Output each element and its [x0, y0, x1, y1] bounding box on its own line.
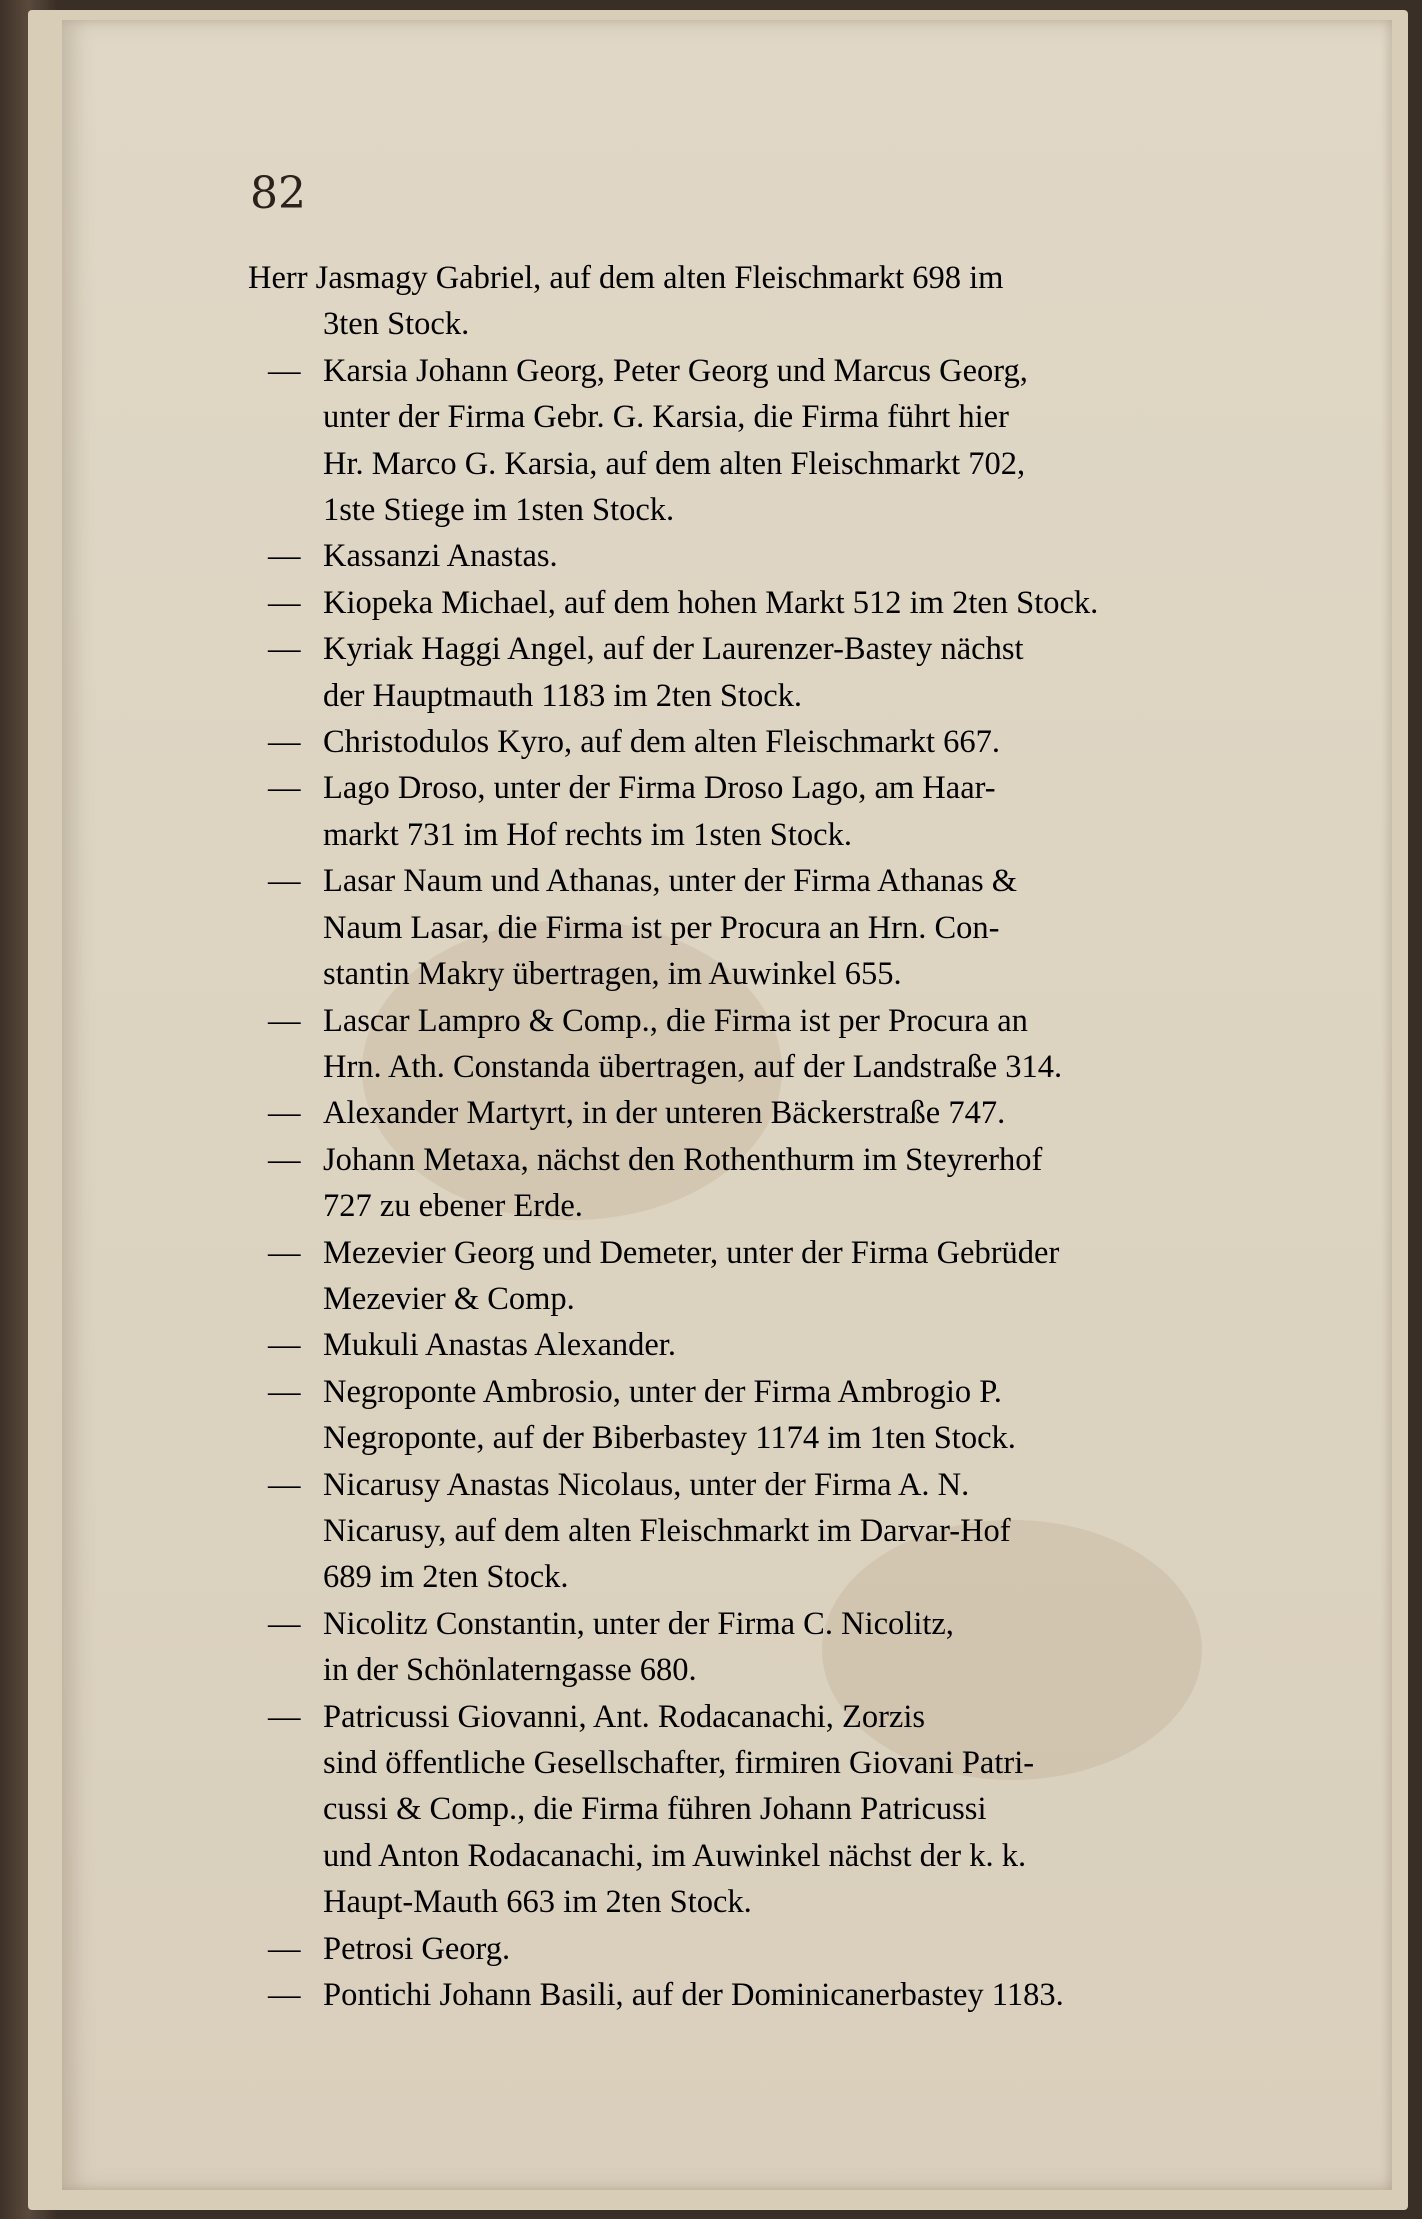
directory-entry [248, 1462, 1278, 1601]
directory-entry [248, 348, 1278, 534]
entry-line: und Anton Rodacanachi, im Auwinkel nächst der k. k. [323, 1837, 1027, 1874]
entry-line: 3ten Stock. [323, 306, 470, 343]
entry-dash: — [268, 538, 301, 575]
entry-line: in der Schönlaterngasse 680. [323, 1652, 697, 1689]
directory-entry [248, 1972, 1278, 2018]
entry-line: Karsia Johann Georg, Peter Georg und Marcus Georg, [323, 352, 1028, 389]
entry-line: Mezevier Georg und Demeter, unter der Firma Gebrüder [323, 1234, 1060, 1271]
entry-dash: — [268, 863, 301, 900]
entry-line: Kiopeka Michael, auf dem hohen Markt 512 im 2ten Stock. [323, 584, 1099, 621]
entry-dash: — [268, 1095, 301, 1132]
directory-entries [248, 255, 1278, 2018]
entry-line: unter der Firma Gebr. G. Karsia, die Firma führt hier [323, 399, 1009, 436]
entry-dash: — [268, 1002, 301, 1039]
entry-line: Alexander Martyrt, in der unteren Bäckerstraße 747. [323, 1095, 1006, 1132]
entry-line: der Hauptmauth 1183 im 2ten Stock. [323, 677, 802, 714]
directory-entry [248, 998, 1278, 1091]
entry-dash: — [268, 1234, 301, 1271]
entry-line: Kassanzi Anastas. [323, 538, 558, 575]
entry-line: stantin Makry übertragen, im Auwinkel 655. [323, 956, 902, 993]
entry-line: sind öffentliche Gesellschafter, firmiren Giovani Patri- [323, 1745, 1035, 1781]
entry-line: Christodulos Kyro, auf dem alten Fleischmarkt 667. [323, 724, 1000, 761]
entry-dash: — [268, 584, 301, 621]
entry-line: Nicolitz Constantin, unter der Firma C. Nicolitz, [323, 1605, 954, 1642]
entry-line: cussi & Comp., die Firma führen Johann Patricussi [323, 1791, 987, 1828]
entry-line: Hrn. Ath. Constanda übertragen, auf der Landstraße 314. [323, 1048, 1063, 1085]
entry-line: 727 zu ebener Erde. [323, 1188, 583, 1225]
entry-dash: — [268, 352, 301, 389]
entry-line: Herr Jasmagy Gabriel, auf dem alten Fleischmarkt 698 im [248, 260, 1004, 296]
entry-line: Kyriak Haggi Angel, auf der Laurenzer-Bastey nächst [323, 631, 1024, 668]
entry-line: Lago Droso, unter der Firma Droso Lago, am Haar- [323, 770, 996, 807]
directory-entry [248, 626, 1278, 719]
entry-line: Haupt-Mauth 663 im 2ten Stock. [323, 1884, 752, 1921]
directory-entry [248, 580, 1278, 626]
directory-entry [248, 858, 1278, 997]
entry-line: Nicarusy Anastas Nicolaus, unter der Firma A. N. [323, 1466, 970, 1503]
entry-line: Mezevier & Comp. [323, 1280, 575, 1317]
entry-line: Lasar Naum und Athanas, unter der Firma Athanas & [323, 863, 1018, 900]
entry-dash: — [268, 1327, 301, 1364]
page-number: 82 [250, 168, 306, 219]
directory-entry [248, 1090, 1278, 1136]
entry-dash: — [268, 1930, 301, 1967]
entry-line: Patricussi Giovanni, Ant. Rodacanachi, Zorzis [323, 1698, 926, 1735]
directory-entry [248, 1230, 1278, 1323]
entry-dash: — [268, 1977, 301, 2014]
directory-entry [248, 255, 1278, 348]
entry-line: Petrosi Georg. [323, 1930, 511, 1967]
directory-entry [248, 1694, 1278, 1926]
entry-dash: — [268, 1605, 301, 1642]
directory-entry [248, 1369, 1278, 1462]
entry-dash: — [268, 1466, 301, 1503]
entry-dash: — [268, 724, 301, 761]
entry-line: 1ste Stiege im 1sten Stock. [323, 492, 675, 529]
entry-line: Negroponte Ambrosio, unter der Firma Ambrogio P. [323, 1373, 1002, 1410]
entry-line: Nicarusy, auf dem alten Fleischmarkt im Darvar-Hof [323, 1512, 1011, 1549]
directory-entry [248, 1926, 1278, 1972]
entry-line: Mukuli Anastas Alexander. [323, 1327, 676, 1364]
entry-line: Johann Metaxa, nächst den Rothenthurm im Steyrerhof [323, 1141, 1043, 1178]
directory-entry [248, 1601, 1278, 1694]
entry-line: Naum Lasar, die Firma ist per Procura an Hrn. Con- [323, 909, 1000, 946]
directory-entry [248, 1137, 1278, 1230]
entry-line: Lascar Lampro & Comp., die Firma ist per Procura an [323, 1002, 1028, 1039]
directory-entry [248, 719, 1278, 765]
entry-dash: — [268, 770, 301, 807]
entry-dash: — [268, 631, 301, 668]
directory-entry [248, 765, 1278, 858]
entry-line: Hr. Marco G. Karsia, auf dem alten Fleischmarkt 702, [323, 445, 1026, 482]
entry-dash: — [268, 1373, 301, 1410]
directory-entry [248, 1322, 1278, 1368]
entry-dash: — [268, 1698, 301, 1735]
entry-line: 689 im 2ten Stock. [323, 1559, 569, 1596]
entry-line: Pontichi Johann Basili, auf der Dominicanerbastey 1183. [323, 1977, 1064, 2014]
directory-entry [248, 533, 1278, 579]
entry-dash: — [268, 1141, 301, 1178]
entry-line: Negroponte, auf der Biberbastey 1174 im 1ten Stock. [323, 1420, 1016, 1457]
entry-line: markt 731 im Hof rechts im 1sten Stock. [323, 816, 852, 853]
